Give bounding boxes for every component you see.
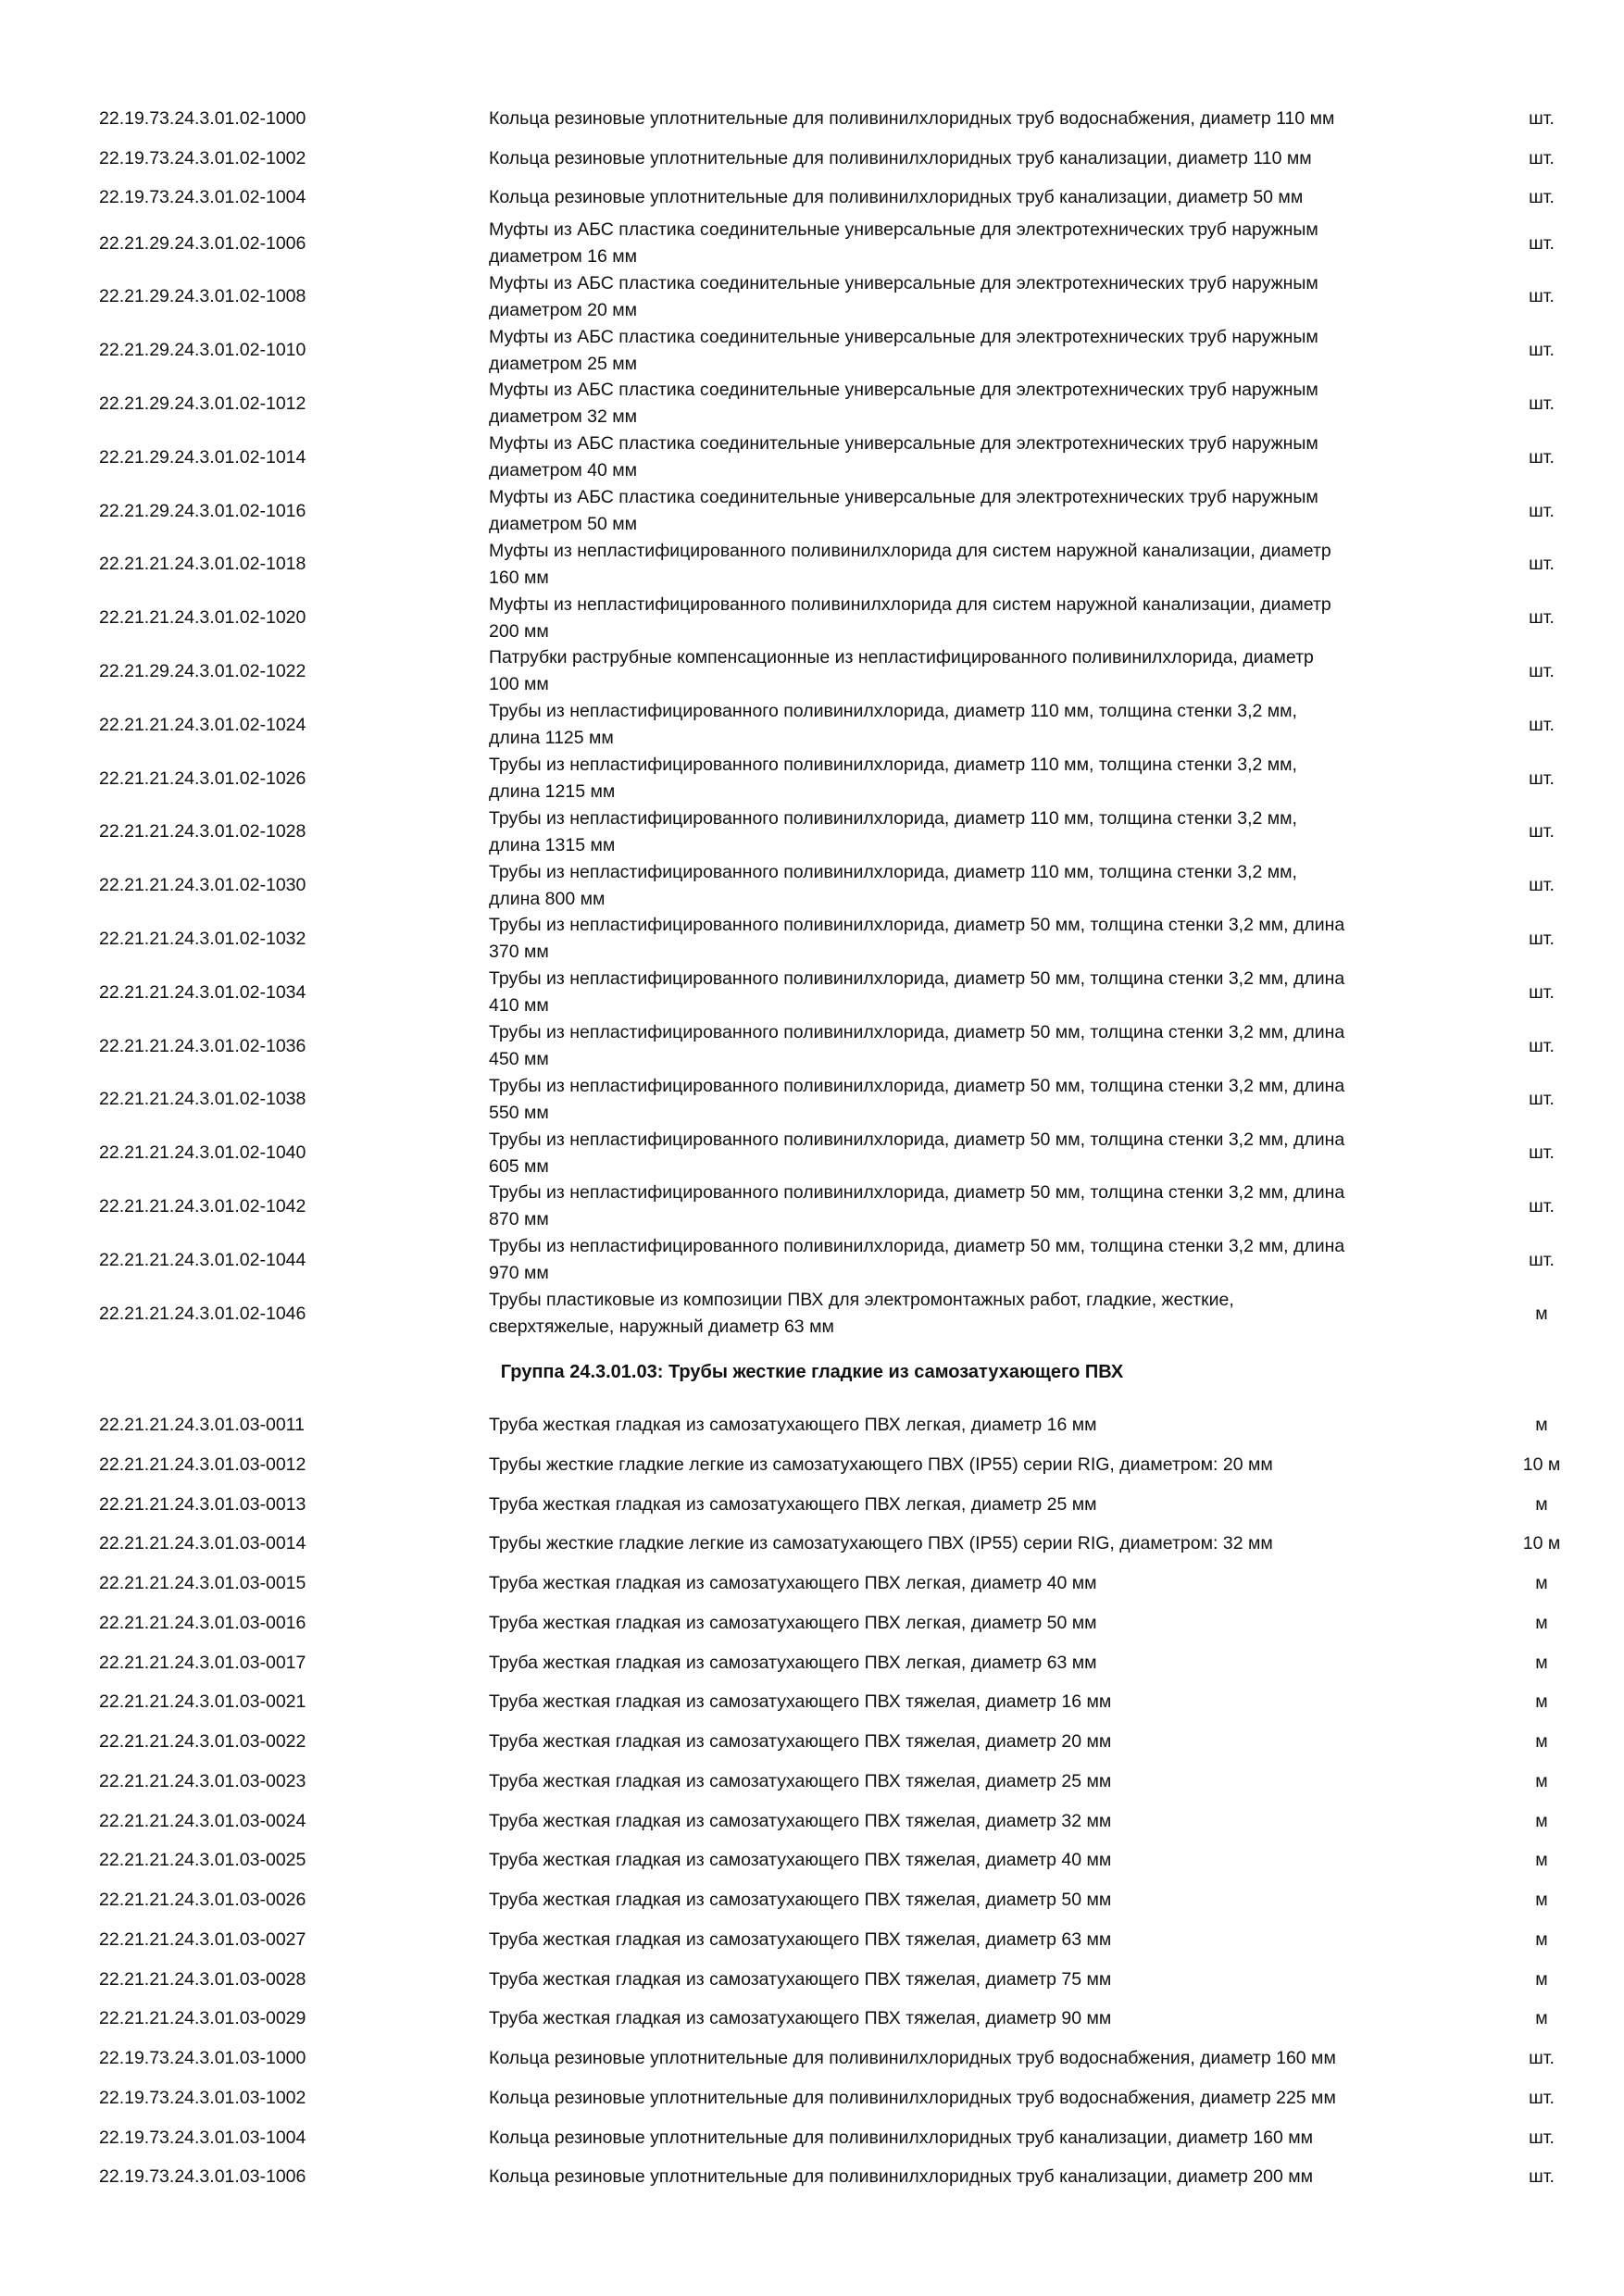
item-unit: шт. bbox=[1529, 554, 1555, 575]
item-description-line: Муфты из непластифицированного поливинилхлорида для систем наружной канализации, диаметр bbox=[489, 593, 1331, 615]
item-description-line: Трубы из непластифицированного поливинилхлорида, диаметр 50 мм, толщина стенки 3,2 мм, длина bbox=[489, 968, 1345, 990]
item-description-line: 870 мм bbox=[489, 1209, 549, 1230]
item-description bbox=[489, 106, 1470, 132]
item-description bbox=[489, 698, 1470, 752]
item-code: 22.19.73.24.3.01.03-1000 bbox=[99, 2048, 306, 2068]
item-unit: м bbox=[1535, 1652, 1548, 1673]
item-description bbox=[489, 1847, 1470, 1874]
item-unit: шт. bbox=[1529, 660, 1555, 681]
item-description bbox=[489, 2045, 1470, 2072]
item-description-line: Труба жесткая гладкая из самозатухающего ПВХ легкая, диаметр 25 мм bbox=[489, 1493, 1097, 1515]
item-unit: м bbox=[1535, 1731, 1548, 1752]
item-description-line: Трубы из непластифицированного поливинилхлорида, диаметр 50 мм, толщина стенки 3,2 мм, длина bbox=[489, 1022, 1345, 1042]
item-description-line: Труба жесткая гладкая из самозатухающего ПВХ тяжелая, диаметр 20 мм bbox=[489, 1731, 1112, 1752]
item-description bbox=[489, 1287, 1470, 1341]
item-code: 22.21.21.24.3.01.02-1038 bbox=[99, 1089, 306, 1110]
item-description-line: длина 1215 мм bbox=[489, 781, 616, 802]
item-description-line: Трубы из непластифицированного поливинилхлорида, диаметр 110 мм, толщина стенки 3,2 мм, bbox=[489, 861, 1297, 882]
item-description-line: Труба жесткая гладкая из самозатухающего ПВХ тяжелая, диаметр 32 мм bbox=[489, 1810, 1112, 1831]
item-unit: м bbox=[1535, 1890, 1548, 1910]
item-description-line: диаметром 25 мм bbox=[489, 353, 638, 374]
item-unit: шт. bbox=[1529, 1249, 1555, 1270]
item-code: 22.21.29.24.3.01.02-1022 bbox=[99, 660, 306, 681]
item-description-line: Труба жесткая гладкая из самозатухающего ПВХ тяжелая, диаметр 16 мм bbox=[489, 1691, 1112, 1713]
item-unit: шт. bbox=[1529, 500, 1555, 521]
item-description-line: Труба жесткая гладкая из самозатухающего ПВХ тяжелая, диаметр 63 мм bbox=[489, 1928, 1112, 1950]
item-description bbox=[489, 1179, 1470, 1233]
item-code: 22.21.29.24.3.01.02-1006 bbox=[99, 232, 306, 254]
item-description-line: сверхтяжелые, наружный диаметр 63 мм bbox=[489, 1316, 834, 1337]
item-description-line: Муфты из АБС пластика соединительные универсальные для электротехнических труб наружным bbox=[489, 487, 1318, 507]
item-code: 22.21.21.24.3.01.02-1024 bbox=[99, 714, 306, 735]
item-unit: 10 м bbox=[1522, 1454, 1561, 1475]
item-description bbox=[489, 912, 1470, 966]
item-description bbox=[489, 1689, 1470, 1716]
item-description bbox=[489, 805, 1470, 859]
item-description bbox=[489, 1728, 1470, 1755]
item-description-line: Кольца резиновые уплотнительные для поливинилхлоридных труб водоснабжения, диаметр 160 мм bbox=[489, 2048, 1336, 2068]
item-description-line: Кольца резиновые уплотнительные для поливинилхлоридных труб водоснабжения, диаметр 110 мм bbox=[489, 108, 1335, 129]
item-unit: м bbox=[1535, 1493, 1548, 1515]
item-code: 22.21.21.24.3.01.03-0016 bbox=[99, 1612, 306, 1633]
item-description-line: Труба жесткая гладкая из самозатухающего ПВХ тяжелая, диаметр 75 мм bbox=[489, 1968, 1112, 1990]
item-code: 22.21.21.24.3.01.03-0026 bbox=[99, 1890, 306, 1910]
item-description-line: Кольца резиновые уплотнительные для поливинилхлоридных труб канализации, диаметр 200 мм bbox=[489, 2166, 1314, 2188]
item-code: 22.21.21.24.3.01.02-1042 bbox=[99, 1195, 306, 1217]
item-unit: м bbox=[1535, 1573, 1548, 1593]
item-unit: шт. bbox=[1529, 2166, 1555, 2188]
item-description bbox=[489, 145, 1470, 172]
item-description bbox=[489, 1073, 1470, 1127]
item-description-line: Муфты из непластифицированного поливинилхлорида для систем наружной канализации, диаметр bbox=[489, 540, 1331, 561]
item-description-line: 100 мм bbox=[489, 674, 549, 695]
item-description-line: Трубы из непластифицированного поливинилхлорида, диаметр 110 мм, толщина стенки 3,2 мм, bbox=[489, 701, 1297, 722]
item-code: 22.19.73.24.3.01.02-1000 bbox=[99, 108, 306, 129]
item-description-line: Трубы из непластифицированного поливинилхлорида, диаметр 50 мм, толщина стенки 3,2 мм, длина bbox=[489, 1236, 1345, 1257]
item-description-line: длина 1125 мм bbox=[489, 728, 614, 749]
item-code: 22.21.29.24.3.01.02-1010 bbox=[99, 340, 306, 361]
item-description-line: Муфты из АБС пластика соединительные универсальные для электротехнических труб наружным bbox=[489, 380, 1318, 401]
item-description-line: Трубы из непластифицированного поливинилхлорида, диаметр 50 мм, толщина стенки 3,2 мм, длина bbox=[489, 1129, 1345, 1150]
item-code: 22.21.21.24.3.01.02-1040 bbox=[99, 1142, 306, 1164]
item-description bbox=[489, 430, 1470, 484]
item-unit: шт. bbox=[1529, 446, 1555, 468]
item-description-line: Трубы пластиковые из композиции ПВХ для электромонтажных работ, гладкие, жесткие, bbox=[489, 1290, 1234, 1310]
group-heading: Группа 24.3.01.03: Трубы жесткие гладкие из самозатухающего ПВХ bbox=[500, 1362, 1124, 1382]
item-description-line: Трубы жесткие гладкие легкие из самозатухающего ПВХ (IP55) серии RIG, диаметром: 20 мм bbox=[489, 1454, 1273, 1475]
item-code: 22.21.21.24.3.01.02-1026 bbox=[99, 767, 306, 789]
item-unit: шт. bbox=[1529, 1195, 1555, 1217]
item-description-line: Трубы из непластифицированного поливинилхлорида, диаметр 50 мм, толщина стенки 3,2 мм, длина bbox=[489, 1182, 1345, 1204]
item-description-line: диаметром 16 мм bbox=[489, 246, 638, 267]
item-unit: шт. bbox=[1529, 108, 1555, 129]
item-code: 22.21.21.24.3.01.02-1020 bbox=[99, 607, 306, 629]
item-code: 22.21.21.24.3.01.03-0022 bbox=[99, 1731, 306, 1752]
item-description bbox=[489, 324, 1470, 378]
item-unit: м bbox=[1535, 1770, 1548, 1791]
item-description-line: Труба жесткая гладкая из самозатухающего ПВХ легкая, диаметр 40 мм bbox=[489, 1573, 1097, 1593]
item-description bbox=[489, 644, 1470, 698]
item-unit: м bbox=[1535, 1810, 1548, 1831]
item-description-line: 200 мм bbox=[489, 620, 549, 642]
item-code: 22.21.21.24.3.01.03-0013 bbox=[99, 1493, 306, 1515]
item-unit: шт. bbox=[1529, 1142, 1555, 1164]
item-description bbox=[489, 752, 1470, 805]
item-code: 22.21.21.24.3.01.03-0029 bbox=[99, 2008, 306, 2029]
item-code: 22.21.29.24.3.01.02-1016 bbox=[99, 500, 306, 521]
item-code: 22.19.73.24.3.01.02-1004 bbox=[99, 187, 306, 207]
item-description-line: Труба жесткая гладкая из самозатухающего ПВХ тяжелая, диаметр 40 мм bbox=[489, 1850, 1112, 1871]
item-description-line: Труба жесткая гладкая из самозатухающего ПВХ тяжелая, диаметр 90 мм bbox=[489, 2008, 1112, 2029]
item-unit: м bbox=[1535, 1928, 1548, 1950]
item-unit: шт. bbox=[1529, 1035, 1555, 1056]
item-code: 22.21.21.24.3.01.02-1028 bbox=[99, 821, 306, 842]
item-code: 22.21.29.24.3.01.02-1012 bbox=[99, 393, 306, 414]
item-description bbox=[489, 377, 1470, 430]
item-code: 22.21.21.24.3.01.03-0017 bbox=[99, 1652, 306, 1673]
item-description bbox=[489, 1808, 1470, 1835]
item-code: 22.21.21.24.3.01.02-1036 bbox=[99, 1035, 306, 1056]
item-unit: м bbox=[1535, 1303, 1548, 1324]
item-description bbox=[489, 1233, 1470, 1287]
item-code: 22.21.21.24.3.01.03-0027 bbox=[99, 1928, 306, 1950]
item-description-line: 550 мм bbox=[489, 1102, 549, 1123]
item-description bbox=[489, 1530, 1470, 1557]
item-description-line: 410 мм bbox=[489, 995, 549, 1017]
item-code: 22.21.21.24.3.01.03-0025 bbox=[99, 1850, 306, 1871]
item-code: 22.19.73.24.3.01.02-1002 bbox=[99, 147, 306, 168]
item-description bbox=[489, 1019, 1470, 1073]
item-description-line: Патрубки раструбные компенсационные из непластифицированного поливинилхлорида, диаметр bbox=[489, 647, 1314, 668]
item-code: 22.21.29.24.3.01.02-1008 bbox=[99, 286, 306, 307]
item-description bbox=[489, 859, 1470, 913]
item-code: 22.21.21.24.3.01.02-1032 bbox=[99, 928, 306, 949]
item-unit: шт. bbox=[1529, 981, 1555, 1003]
item-description-line: 605 мм bbox=[489, 1155, 549, 1177]
item-unit: м bbox=[1535, 1968, 1548, 1990]
item-unit: шт. bbox=[1529, 928, 1555, 949]
item-unit: шт. bbox=[1529, 2048, 1555, 2068]
item-description-line: диаметром 50 мм bbox=[489, 514, 638, 534]
item-description bbox=[489, 1887, 1470, 1914]
item-description-line: Трубы из непластифицированного поливинилхлорида, диаметр 50 мм, толщина стенки 3,2 мм, длина bbox=[489, 1075, 1345, 1096]
item-description-line: Трубы из непластифицированного поливинилхлорида, диаметр 110 мм, толщина стенки 3,2 мм, bbox=[489, 755, 1297, 775]
item-unit: шт. bbox=[1529, 2087, 1555, 2108]
item-description bbox=[489, 2005, 1470, 2032]
item-code: 22.21.21.24.3.01.02-1034 bbox=[99, 981, 306, 1003]
item-description-line: 450 мм bbox=[489, 1049, 549, 1069]
item-unit: м bbox=[1535, 1691, 1548, 1713]
item-description-line: Муфты из АБС пластика соединительные универсальные для электротехнических труб наружным bbox=[489, 272, 1318, 293]
item-description bbox=[489, 2125, 1470, 2152]
item-code: 22.21.21.24.3.01.03-0028 bbox=[99, 1968, 306, 1990]
item-code: 22.21.21.24.3.01.02-1046 bbox=[99, 1303, 306, 1324]
item-description-line: длина 800 мм bbox=[489, 888, 606, 909]
item-unit: шт. bbox=[1529, 393, 1555, 414]
item-description bbox=[489, 270, 1470, 324]
item-description bbox=[489, 1768, 1470, 1795]
item-code: 22.21.21.24.3.01.02-1030 bbox=[99, 875, 306, 896]
item-unit: шт. bbox=[1529, 286, 1555, 307]
item-description-line: диаметром 32 мм bbox=[489, 406, 638, 428]
item-unit: шт. bbox=[1529, 232, 1555, 254]
item-code: 22.21.21.24.3.01.03-0012 bbox=[99, 1454, 306, 1475]
item-code: 22.21.21.24.3.01.03-0021 bbox=[99, 1691, 306, 1713]
item-unit: шт. bbox=[1529, 714, 1555, 735]
item-description-line: Трубы из непластифицированного поливинилхлорида, диаметр 110 мм, толщина стенки 3,2 мм, bbox=[489, 807, 1297, 829]
item-description bbox=[489, 217, 1470, 270]
item-description bbox=[489, 1127, 1470, 1180]
item-description bbox=[489, 1452, 1470, 1479]
item-description-line: 970 мм bbox=[489, 1263, 549, 1284]
item-description bbox=[489, 2164, 1470, 2190]
item-description bbox=[489, 1491, 1470, 1518]
item-description-line: Кольца резиновые уплотнительные для поливинилхлоридных труб канализации, диаметр 160 мм bbox=[489, 2127, 1314, 2148]
item-description bbox=[489, 966, 1470, 1019]
item-description-line: Кольца резиновые уплотнительные для поливинилхлоридных труб канализации, диаметр 50 мм bbox=[489, 187, 1304, 207]
item-unit: шт. bbox=[1529, 875, 1555, 896]
item-code: 22.19.73.24.3.01.03-1006 bbox=[99, 2166, 306, 2188]
item-code: 22.21.21.24.3.01.03-0011 bbox=[99, 1415, 305, 1435]
item-unit: шт. bbox=[1529, 821, 1555, 842]
item-description bbox=[489, 1927, 1470, 1953]
item-description bbox=[489, 538, 1470, 592]
item-code: 22.19.73.24.3.01.03-1004 bbox=[99, 2127, 306, 2148]
item-description-line: 160 мм bbox=[489, 567, 549, 588]
item-description-line: Труба жесткая гладкая из самозатухающего ПВХ легкая, диаметр 50 мм bbox=[489, 1612, 1097, 1633]
item-unit: шт. bbox=[1529, 187, 1555, 207]
item-description-line: Муфты из АБС пластика соединительные универсальные для электротехнических труб наружным bbox=[489, 326, 1318, 347]
item-code: 22.21.21.24.3.01.03-0015 bbox=[99, 1573, 306, 1593]
item-description-line: Труба жесткая гладкая из самозатухающего ПВХ тяжелая, диаметр 50 мм bbox=[489, 1890, 1112, 1910]
item-description-line: длина 1315 мм bbox=[489, 834, 616, 855]
item-description bbox=[489, 592, 1470, 645]
item-description-line: Трубы жесткие гладкие легкие из самозатухающего ПВХ (IP55) серии RIG, диаметром: 32 мм bbox=[489, 1533, 1273, 1554]
item-code: 22.21.21.24.3.01.02-1044 bbox=[99, 1249, 306, 1270]
item-description-line: Трубы из непластифицированного поливинилхлорида, диаметр 50 мм, толщина стенки 3,2 мм, длина bbox=[489, 915, 1345, 936]
item-unit: м bbox=[1535, 1612, 1548, 1633]
item-description bbox=[489, 2085, 1470, 2112]
item-unit: шт. bbox=[1529, 1089, 1555, 1110]
item-description-line: Труба жесткая гладкая из самозатухающего ПВХ тяжелая, диаметр 25 мм bbox=[489, 1770, 1112, 1791]
item-code: 22.21.21.24.3.01.03-0024 bbox=[99, 1810, 306, 1831]
item-code: 22.21.21.24.3.01.03-0023 bbox=[99, 1770, 306, 1791]
item-description bbox=[489, 1570, 1470, 1597]
item-description-line: Труба жесткая гладкая из самозатухающего ПВХ легкая, диаметр 63 мм bbox=[489, 1652, 1097, 1673]
item-description bbox=[489, 1412, 1470, 1439]
item-description bbox=[489, 1966, 1470, 1993]
item-unit: 10 м bbox=[1522, 1533, 1561, 1554]
item-description-line: Кольца резиновые уплотнительные для поливинилхлоридных труб канализации, диаметр 110 мм bbox=[489, 147, 1312, 168]
item-unit: м bbox=[1535, 1415, 1548, 1435]
item-unit: м bbox=[1535, 2008, 1548, 2029]
item-unit: шт. bbox=[1529, 147, 1555, 168]
item-description-line: диаметром 20 мм bbox=[489, 299, 638, 320]
item-code: 22.21.21.24.3.01.03-0014 bbox=[99, 1533, 306, 1554]
item-description-line: Муфты из АБС пластика соединительные универсальные для электротехнических труб наружным bbox=[489, 219, 1318, 240]
item-description-line: Муфты из АБС пластика соединительные универсальные для электротехнических труб наружным bbox=[489, 433, 1318, 455]
item-description-line: Труба жесткая гладкая из самозатухающего ПВХ легкая, диаметр 16 мм bbox=[489, 1415, 1097, 1435]
item-unit: м bbox=[1535, 1850, 1548, 1871]
item-description bbox=[489, 1650, 1470, 1677]
item-unit: шт. bbox=[1529, 2127, 1555, 2148]
item-description bbox=[489, 184, 1470, 211]
item-unit: шт. bbox=[1529, 340, 1555, 361]
item-description-line: 370 мм bbox=[489, 942, 549, 963]
item-unit: шт. bbox=[1529, 767, 1555, 789]
item-code: 22.21.29.24.3.01.02-1014 bbox=[99, 446, 306, 468]
item-description bbox=[489, 1610, 1470, 1637]
item-code: 22.21.21.24.3.01.02-1018 bbox=[99, 554, 306, 575]
item-unit: шт. bbox=[1529, 607, 1555, 629]
item-code: 22.19.73.24.3.01.03-1002 bbox=[99, 2087, 306, 2108]
item-description-line: Кольца резиновые уплотнительные для поливинилхлоридных труб водоснабжения, диаметр 225 мм bbox=[489, 2087, 1336, 2108]
item-description-line: диаметром 40 мм bbox=[489, 460, 638, 481]
item-description bbox=[489, 484, 1470, 538]
